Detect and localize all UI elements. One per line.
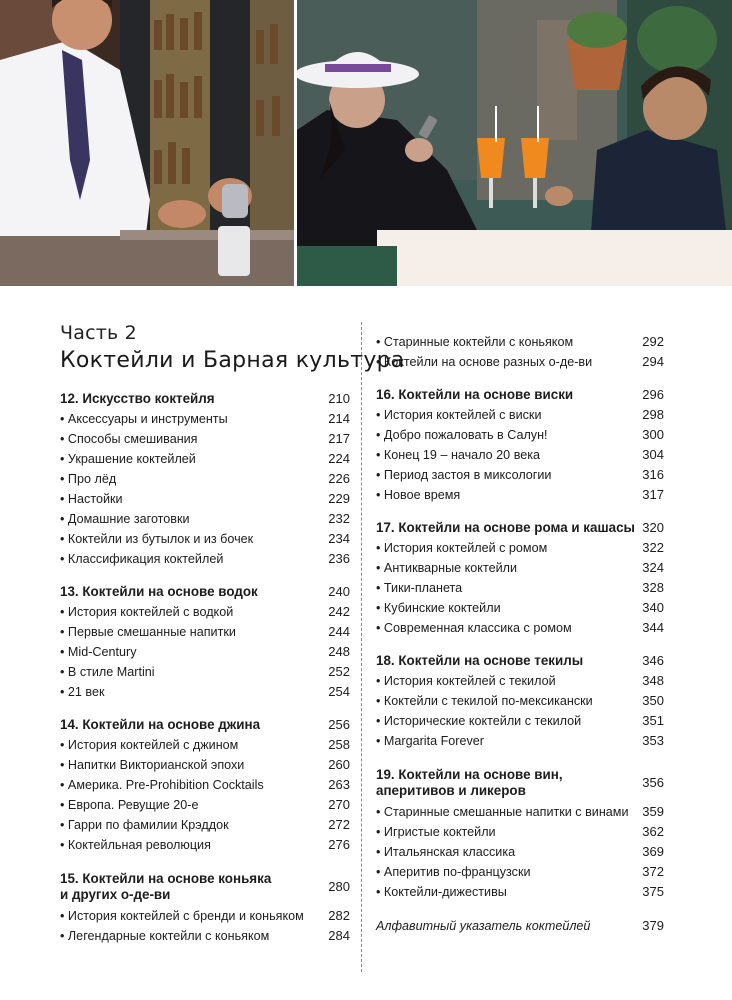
page-number: 294 xyxy=(642,354,664,369)
toc-item[interactable] xyxy=(376,538,664,558)
page-number: 316 xyxy=(642,467,664,482)
page-number: 232 xyxy=(328,511,350,526)
toc-chapter[interactable] xyxy=(376,385,664,405)
page-number: 351 xyxy=(642,713,664,728)
toc-item[interactable] xyxy=(60,429,350,449)
entry-title: • Аперитив по-французски xyxy=(376,862,531,882)
page-number: 296 xyxy=(642,387,664,402)
page-number: 320 xyxy=(642,520,664,535)
toc-item[interactable] xyxy=(376,598,664,618)
chapter-title-line2: аперитивов и ликеров xyxy=(376,783,526,798)
entry-title: 13. Коктейли на основе водок xyxy=(60,584,258,599)
page-number: 344 xyxy=(642,620,664,635)
bartender-photo xyxy=(0,0,294,286)
page-number: 229 xyxy=(328,491,350,506)
page-number: 270 xyxy=(328,797,350,812)
toc-item[interactable] xyxy=(376,445,664,465)
toc-item[interactable] xyxy=(376,465,664,485)
toc-item[interactable] xyxy=(376,862,664,882)
entry-title: 12. Искусство коктейля xyxy=(60,391,215,406)
entry-title: • Напитки Викторианской эпохи xyxy=(60,755,244,775)
entry-title: • Тики-планета xyxy=(376,578,462,598)
toc-item[interactable] xyxy=(376,711,664,731)
page-number: 252 xyxy=(328,664,350,679)
page-number: 276 xyxy=(328,837,350,852)
entry-title: • Первые смешанные напитки xyxy=(60,622,236,642)
page-number: 317 xyxy=(642,487,664,502)
entry-title: • Итальянская классика xyxy=(376,842,515,862)
page-number: 300 xyxy=(642,427,664,442)
header-photos xyxy=(0,0,732,286)
page-number: 340 xyxy=(642,600,664,615)
page-number: 240 xyxy=(328,584,350,599)
entry-title: • Кубинские коктейли xyxy=(376,598,501,618)
page-number: 375 xyxy=(642,884,664,899)
entry-title: • Период застоя в миксологии xyxy=(376,465,551,485)
toc-item[interactable] xyxy=(60,735,350,755)
page-number: 322 xyxy=(642,540,664,555)
toc-item[interactable] xyxy=(376,731,664,751)
page-number: 272 xyxy=(328,817,350,832)
entry-title: • Коктейли на основе разных о-де-ви xyxy=(376,352,592,372)
toc-item[interactable] xyxy=(60,622,350,642)
toc-item[interactable] xyxy=(60,926,350,946)
entry-title: • Коктейли с текилой по-мексикански xyxy=(376,691,593,711)
entry-title: • Европа. Ревущие 20-е xyxy=(60,795,199,815)
toc-item[interactable] xyxy=(60,529,350,549)
entry-title: 14. Коктейли на основе джина xyxy=(60,717,261,732)
toc-chapter[interactable] xyxy=(60,715,350,735)
toc-item[interactable] xyxy=(376,425,664,445)
entry-title: • Старинные смешанные напитки с винами xyxy=(376,802,628,822)
toc-item[interactable] xyxy=(376,405,664,425)
page-number: 356 xyxy=(642,775,664,790)
page-number: 292 xyxy=(642,334,664,349)
toc-item[interactable] xyxy=(60,682,350,702)
entry-title: • Современная классика с ромом xyxy=(376,618,572,638)
page-number: 210 xyxy=(328,391,350,406)
page-number: 226 xyxy=(328,471,350,486)
page-number: 280 xyxy=(328,879,350,894)
cafe-couple-photo xyxy=(297,0,732,286)
toc-item[interactable] xyxy=(376,691,664,711)
chapter-title-line1: 15. Коктейли на основе коньяка xyxy=(60,871,272,886)
entry-title: • Гарри по фамилии Крэддок xyxy=(60,815,229,835)
toc-item[interactable] xyxy=(60,815,350,835)
page-number: 234 xyxy=(328,531,350,546)
entry-title: 17. Коктейли на основе рома и кашасы xyxy=(376,520,635,535)
entry-title: • Конец 19 – начало 20 века xyxy=(376,445,540,465)
entry-title: • Mid-Century xyxy=(60,642,137,662)
page-number: 242 xyxy=(328,604,350,619)
entry-title: • Аксессуары и инструменты xyxy=(60,409,228,429)
page-number: 282 xyxy=(328,908,350,923)
page-number: 263 xyxy=(328,777,350,792)
entry-title: • 21 век xyxy=(60,682,105,702)
page-number: 362 xyxy=(642,824,664,839)
entry-title: • Коктейли-дижестивы xyxy=(376,882,507,902)
entry-title: • Игристые коктейли xyxy=(376,822,496,842)
toc-item[interactable] xyxy=(376,822,664,842)
toc-item[interactable] xyxy=(60,409,350,429)
page-number: 248 xyxy=(328,644,350,659)
toc-item[interactable] xyxy=(376,618,664,638)
page-number: 324 xyxy=(642,560,664,575)
toc-item[interactable] xyxy=(376,485,664,505)
entry-title: • Антикварные коктейли xyxy=(376,558,517,578)
entry-title: • Старинные коктейли с коньяком xyxy=(376,332,573,352)
toc-item[interactable] xyxy=(60,642,350,662)
entry-title: • Margarita Forever xyxy=(376,731,484,751)
entry-title: Алфавитный указатель коктейлей xyxy=(376,919,591,933)
entry-title: • История коктейлей с бренди и коньяком xyxy=(60,906,304,926)
toc-item[interactable] xyxy=(60,755,350,775)
page-number: 224 xyxy=(328,451,350,466)
toc-item[interactable] xyxy=(376,802,664,822)
toc-item[interactable] xyxy=(60,775,350,795)
toc-item[interactable] xyxy=(60,469,350,489)
toc-item[interactable] xyxy=(60,795,350,815)
entry-title: • В стиле Martini xyxy=(60,662,155,682)
entry-title: 18. Коктейли на основе текилы xyxy=(376,653,584,668)
toc-item[interactable] xyxy=(376,352,664,372)
entry-title: • История коктейлей с ромом xyxy=(376,538,547,558)
entry-title: • Классификация коктейлей xyxy=(60,549,223,569)
page-number: 260 xyxy=(328,757,350,772)
column-divider xyxy=(361,322,362,972)
entry-title: • Америка. Pre-Prohibition Cocktails xyxy=(60,775,264,795)
toc-item[interactable] xyxy=(376,578,664,598)
toc-item[interactable] xyxy=(60,549,350,569)
entry-title: • История коктейлей с виски xyxy=(376,405,541,425)
page-number: 350 xyxy=(642,693,664,708)
chapter-title-line2: и других о-де-ви xyxy=(60,887,171,902)
page-number: 346 xyxy=(642,653,664,668)
toc-item[interactable] xyxy=(60,906,350,926)
page-number: 353 xyxy=(642,733,664,748)
page-number: 359 xyxy=(642,804,664,819)
toc-item[interactable] xyxy=(60,662,350,682)
page-number: 284 xyxy=(328,928,350,943)
toc-item[interactable] xyxy=(60,489,350,509)
toc-item[interactable] xyxy=(60,509,350,529)
entry-title: • Легендарные коктейли с коньяком xyxy=(60,926,269,946)
page-number: 304 xyxy=(642,447,664,462)
toc-item[interactable] xyxy=(376,882,664,902)
toc-chapter[interactable] xyxy=(60,868,350,906)
entry-title: • Коктейли из бутылок и из бочек xyxy=(60,529,253,549)
toc-item[interactable] xyxy=(376,842,664,862)
toc-item[interactable] xyxy=(376,332,664,352)
page-number: 379 xyxy=(642,918,664,933)
entry-title: • Про лёд xyxy=(60,469,116,489)
toc-chapter[interactable] xyxy=(376,651,664,671)
page-number: 348 xyxy=(642,673,664,688)
page-number: 328 xyxy=(642,580,664,595)
toc-item[interactable] xyxy=(376,671,664,691)
page-number: 254 xyxy=(328,684,350,699)
page-number: 256 xyxy=(328,717,350,732)
toc-chapter[interactable] xyxy=(376,518,664,538)
entry-title: • Настойки xyxy=(60,489,123,509)
toc-chapter[interactable] xyxy=(60,389,350,409)
entry-title: • Коктейльная революция xyxy=(60,835,211,855)
page-number: 369 xyxy=(642,844,664,859)
toc-chapter[interactable] xyxy=(376,764,664,802)
toc-chapter[interactable] xyxy=(60,582,350,602)
entry-title: • Добро пожаловать в Салун! xyxy=(376,425,548,445)
entry-title: • История коктейлей с водкой xyxy=(60,602,233,622)
page-number: 372 xyxy=(642,864,664,879)
toc-item[interactable] xyxy=(60,602,350,622)
entry-title: • Новое время xyxy=(376,485,460,505)
part-title: Коктейли и Барная культура xyxy=(60,348,405,373)
toc-item[interactable] xyxy=(60,835,350,855)
entry-title: • История коктейлей с текилой xyxy=(376,671,556,691)
page-number: 298 xyxy=(642,407,664,422)
page-number: 214 xyxy=(328,411,350,426)
page-number: 217 xyxy=(328,431,350,446)
toc-right-column xyxy=(376,332,664,936)
chapter-title-line1: 19. Коктейли на основе вин, xyxy=(376,767,563,782)
toc-item[interactable] xyxy=(376,558,664,578)
toc-index-entry[interactable] xyxy=(376,916,664,936)
page-number: 244 xyxy=(328,624,350,639)
page-number: 236 xyxy=(328,551,350,566)
entry-title: • Исторические коктейли с текилой xyxy=(376,711,581,731)
entry-title: • Способы смешивания xyxy=(60,429,198,449)
entry-title: 16. Коктейли на основе виски xyxy=(376,387,574,402)
page-number: 258 xyxy=(328,737,350,752)
part-label: Часть 2 xyxy=(60,322,137,344)
entry-title: • Домашние заготовки xyxy=(60,509,190,529)
toc-left-column xyxy=(60,389,350,946)
entry-title: • История коктейлей с джином xyxy=(60,735,238,755)
toc-item[interactable] xyxy=(60,449,350,469)
entry-title: • Украшение коктейлей xyxy=(60,449,196,469)
